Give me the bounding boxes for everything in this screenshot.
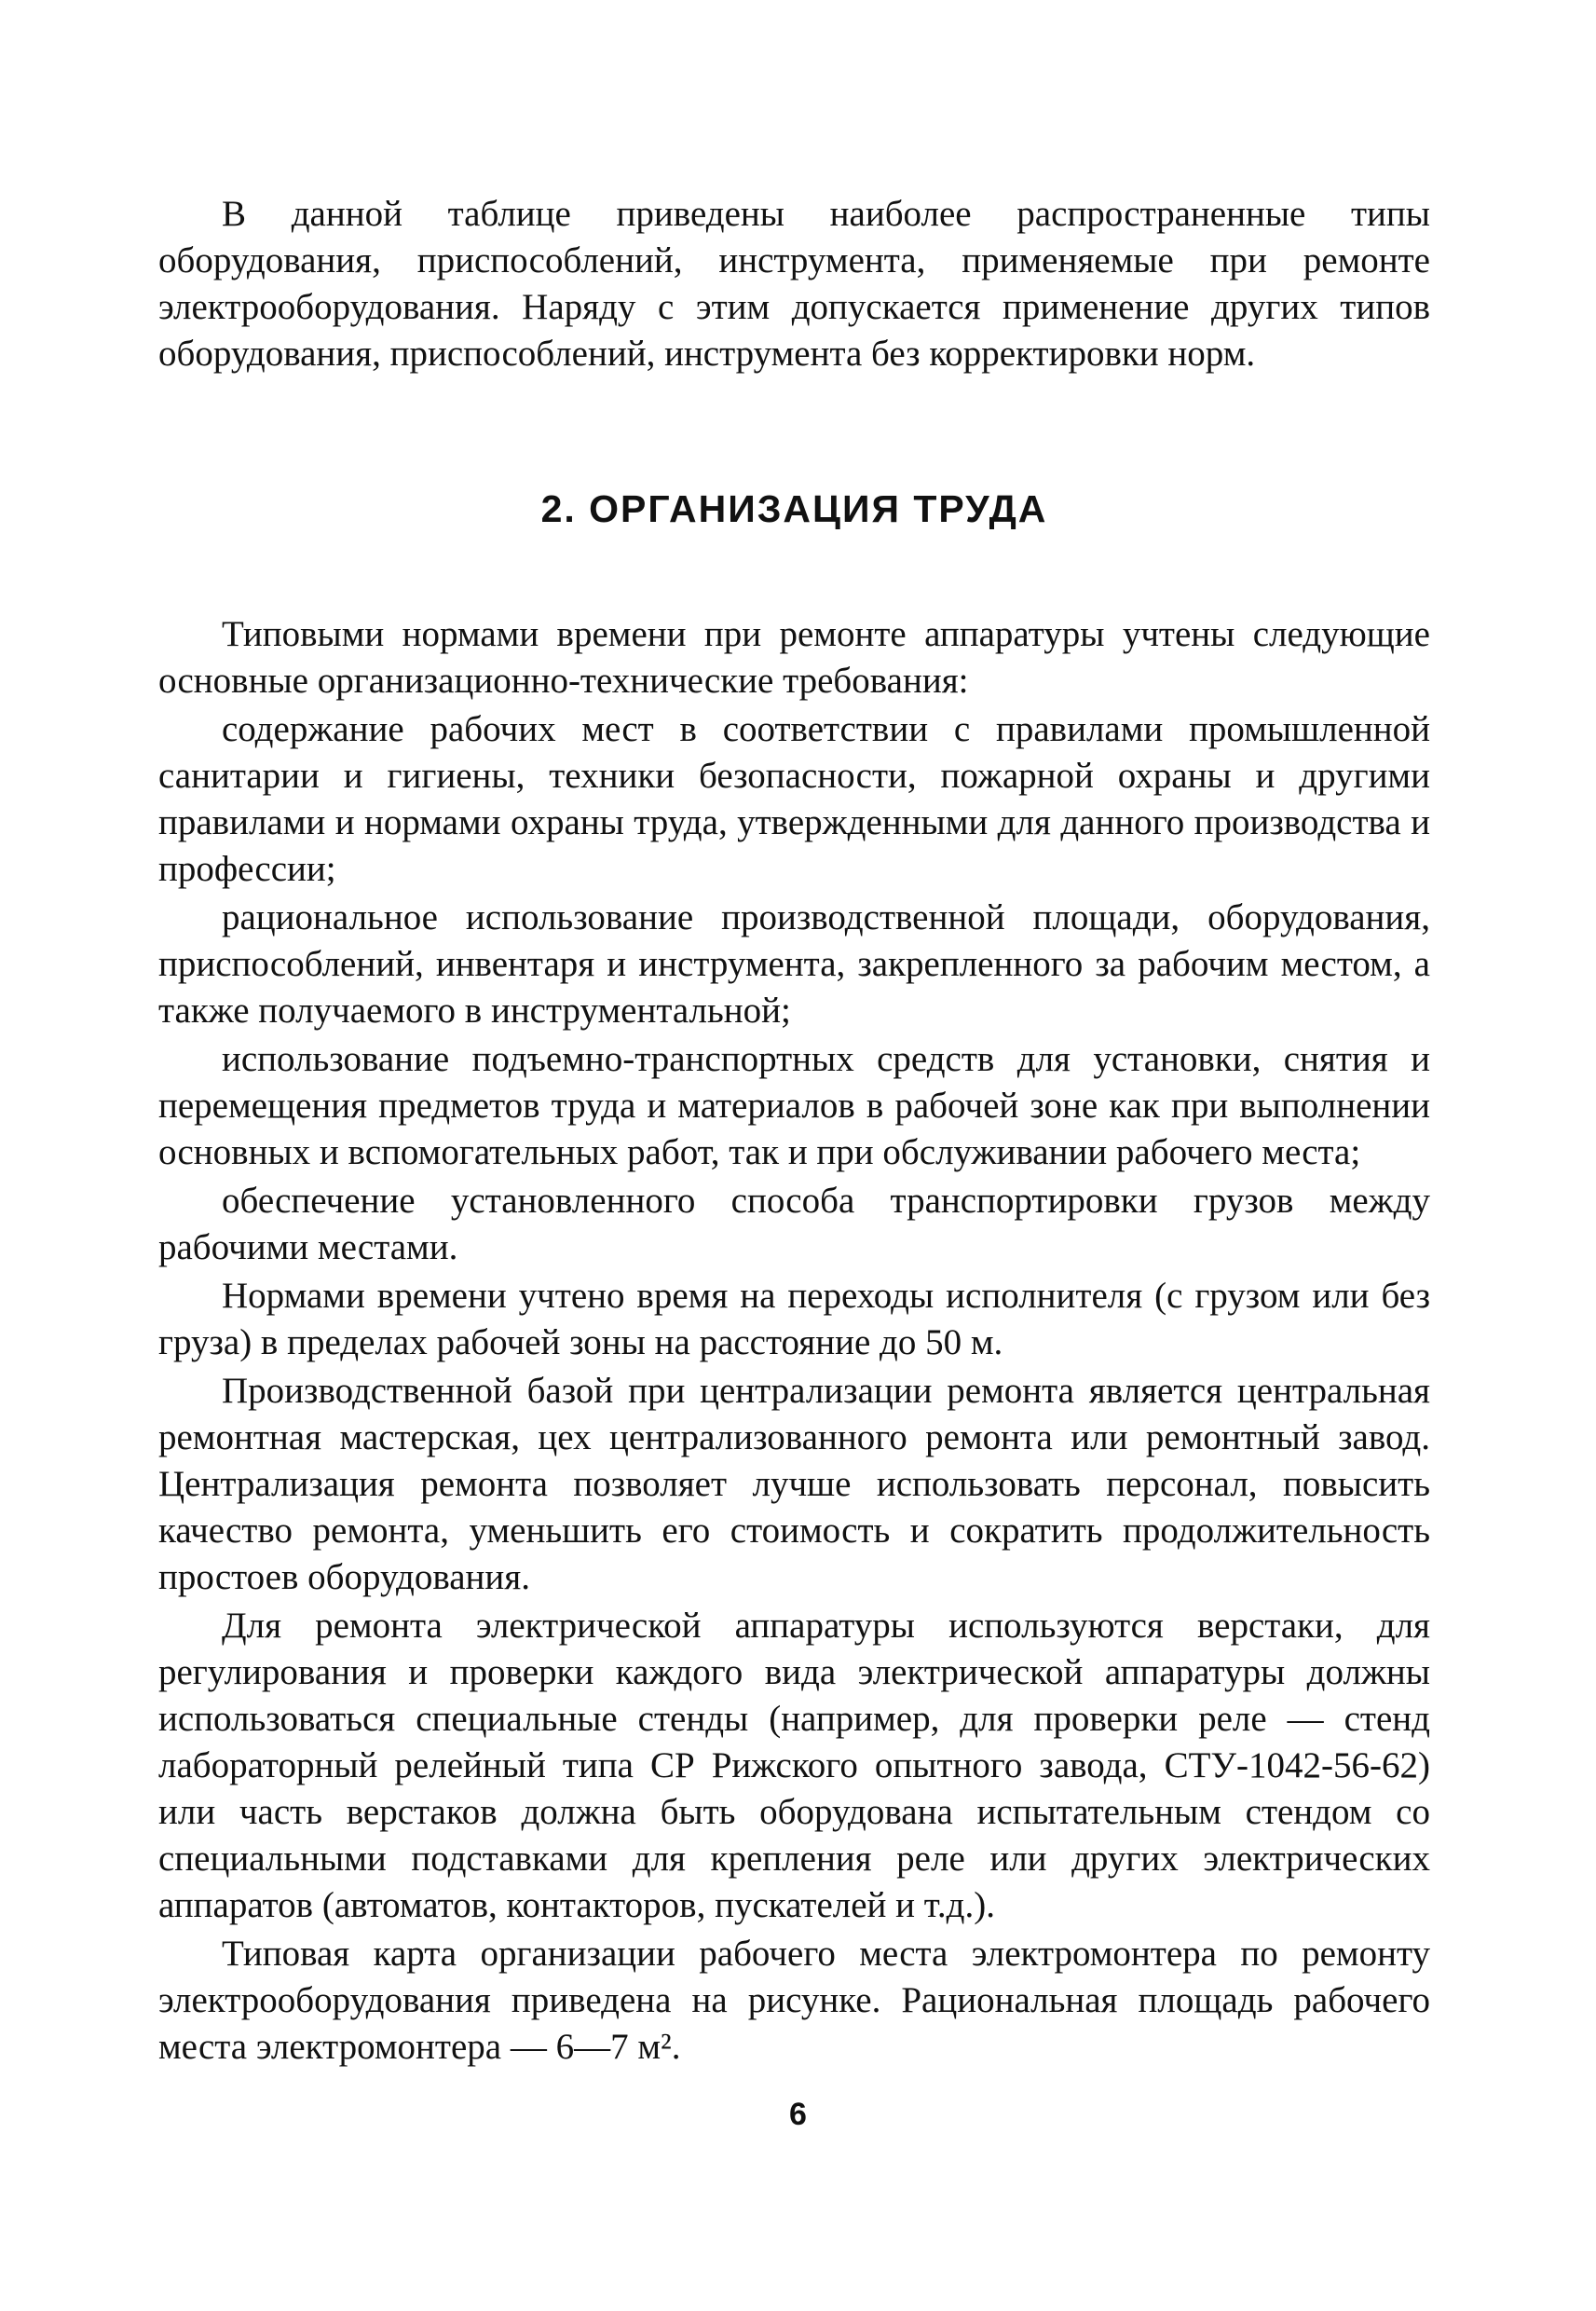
section-title: 2. ОРГАНИЗАЦИЯ ТРУДА xyxy=(540,487,1048,530)
body-paragraph: Типовая карта организации рабочего места электромонтера по ремонту электрооборудования приведена на рисунке. Рациональная площадь рабочего места электромонтера — 6—7 м². xyxy=(158,1934,1430,2067)
body-paragraph: Типовыми нормами времени при ремонте аппаратуры учтены следующие основные организационно-технические требования: xyxy=(158,614,1430,701)
body-paragraph: Для ремонта электрической аппаратуры используются верстаки, для регулирования и проверки каждого вида электрической аппаратуры должны использоваться специальные стенды (например, для проверки реле — стенд лабораторный релейный типа СР Рижского опытного завода, СТУ-1042-56-62) или часть верстаков должна быть оборудована испытательным стендом со специальными подставками для крепления реле или других электрических аппаратов (автоматов, контакторов, пускателей и т.д.). xyxy=(158,1606,1430,1925)
requirement-item: рациональное использование производственной площади, оборудования, приспособлений, инвентаря и инструмента, закрепленного за рабочим местом, а также получаемого в инструментальной; xyxy=(158,897,1430,1031)
requirement-item: обеспечение установленного способа транспортировки грузов между рабочими местами. xyxy=(158,1181,1430,1267)
requirement-item: содержание рабочих мест в соответствии с правилами промышленной санитарии и гигиены, техники безопасности, пожарной охраны и другими правилами и нормами охраны труда, утвержденными для данного производства и профессии; xyxy=(158,709,1430,889)
body-paragraph: Производственной базой при централизации ремонта является центральная ремонтная мастерская, цех централизованного ремонта или ремонтный завод. Централизация ремонта позволяет лучше использовать персонал, повысить качество ремонта, уменьшить его стоимость и сократить продолжительность простоев оборудования. xyxy=(158,1371,1430,1597)
requirement-item: использование подъемно-транспортных средств для установки, снятия и перемещения предметов труда и материалов в рабочей зоне как при выполнении основных и вспомогательных работ, так и при обслуживании рабочего места; xyxy=(158,1039,1430,1172)
page-content xyxy=(158,191,1430,2071)
intro-paragraph: В данной таблице приведены наиболее распространенные типы оборудования, приспособлений, инструмента, применяемые при ремонте электрооборудования. Наряду с этим допускается применение других типов оборудования, приспособлений, инструмента без корректировки норм. xyxy=(158,194,1430,374)
page-number: 6 xyxy=(789,2097,807,2132)
section-body xyxy=(158,611,1430,2071)
body-paragraph: Нормами времени учтено время на переходы исполнителя (с грузом или без груза) в пределах рабочей зоны на расстояние до 50 м. xyxy=(158,1276,1430,1362)
